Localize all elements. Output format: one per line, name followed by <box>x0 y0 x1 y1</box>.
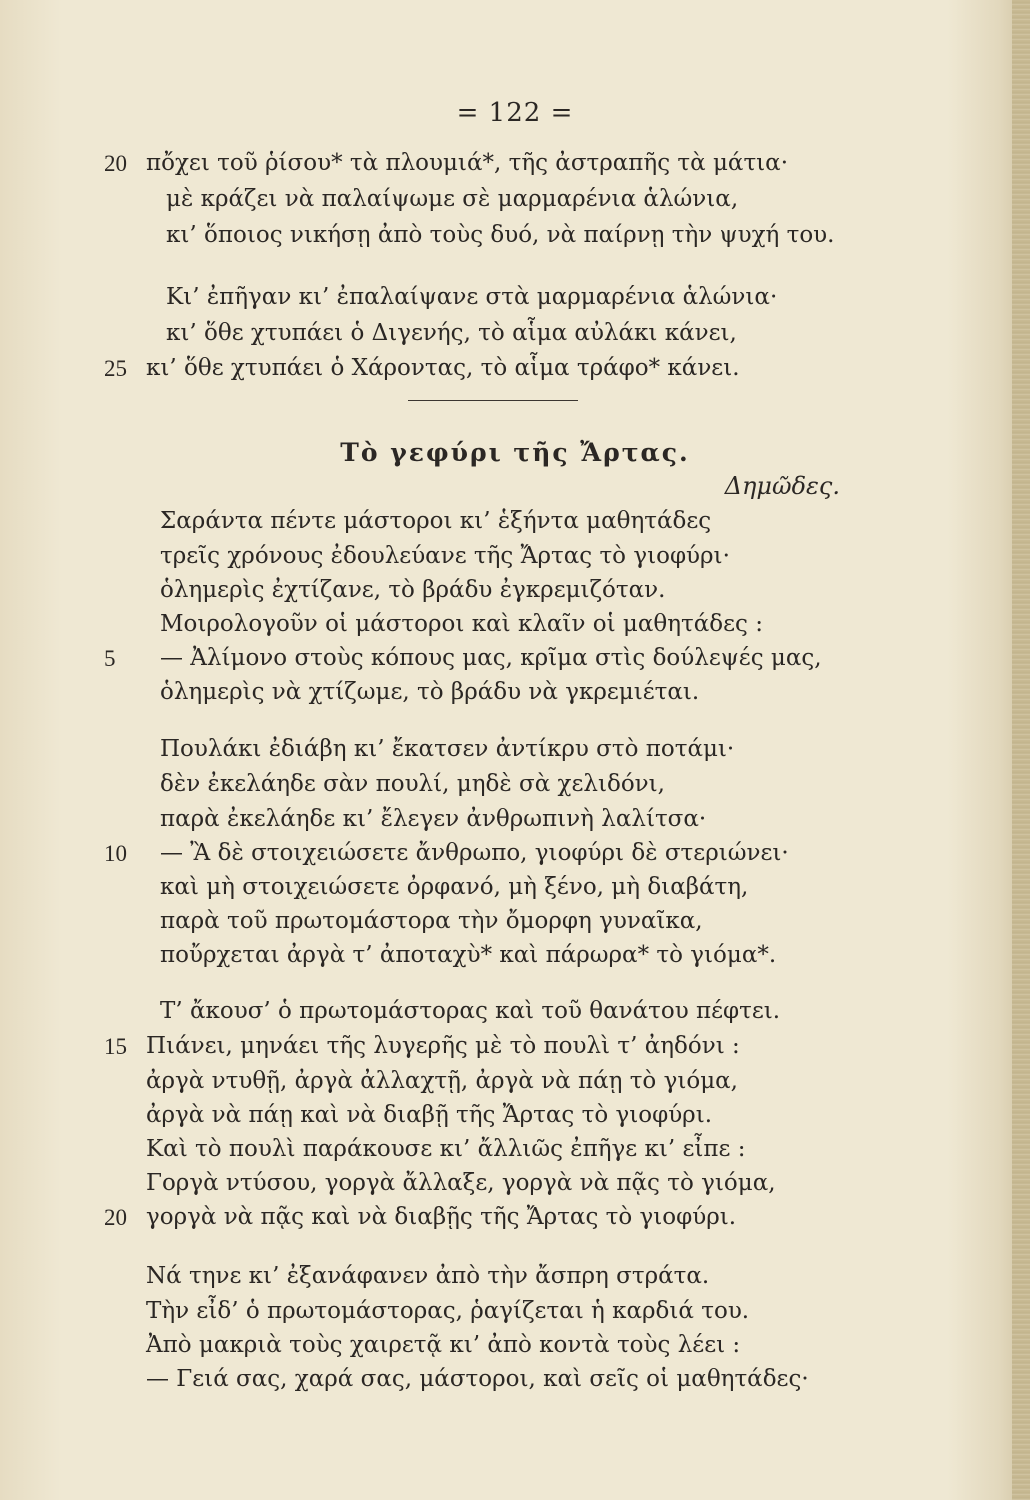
poem-title: Τὸ γεφύρι τῆς Ἄρτας. <box>340 438 690 467</box>
verse-line: κι’ ὅθε χτυπάει ὁ Χάροντας, τὸ αἷμα τράφο* κάνει. <box>146 355 740 381</box>
verse-line: Πιάνει, μηνάει τῆς λυγερῆς μὲ τὸ πουλὶ τ’ ἀηδόνι : <box>146 1033 740 1059</box>
line-number: 20 <box>104 1205 127 1230</box>
verse-line: ποὔρχεται ἀργὰ τ’ ἀποταχὺ* καὶ πάρωρα* τὸ γιόμα*. <box>160 942 777 968</box>
page-number: = 122 = <box>456 98 574 128</box>
verse-line: Σαράντα πέντε μάστοροι κι’ ἑξήντα μαθητάδες <box>160 508 712 534</box>
verse-line: τρεῖς χρόνους ἐδουλεύανε τῆς Ἄρτας τὸ γιοφύρι· <box>160 543 730 569</box>
poem-attribution: Δημῶδες. <box>724 472 840 500</box>
verse-line: Νά τηνε κι’ ἐξανάφανεν ἀπὸ τὴν ἄσπρη στράτα. <box>146 1263 710 1289</box>
verse-line: Ἀπὸ μακριὰ τοὺς χαιρετᾷ κι’ ἀπὸ κοντὰ τοὺς λέει : <box>146 1332 741 1358</box>
line-number: 20 <box>104 151 127 176</box>
verse-line: Κι’ ἐπῆγαν κι’ ἐπαλαίψανε στὰ μαρμαρένια ἁλώνια· <box>166 284 778 310</box>
verse-line: παρὰ ἐκελάηδε κι’ ἔλεγεν ἀνθρωπινὴ λαλίτσα· <box>160 806 707 832</box>
verse-line: Μοιρολογοῦν οἱ μάστοροι καὶ κλαῖν οἱ μαθητάδες : <box>160 611 763 637</box>
verse-line: κι’ ὅθε χτυπάει ὁ Διγενής, τὸ αἷμα αὐλάκι κάνει, <box>166 320 737 346</box>
verse-line: γοργὰ νὰ πᾷς καὶ νὰ διαβῇς τῆς Ἄρτας τὸ γιοφύρι. <box>146 1204 737 1230</box>
verse-line: πὄχει τοῦ ῥίσου* τὰ πλουμιά*, τῆς ἀστραπῆς τὰ μάτια· <box>146 150 789 176</box>
verse-line: ὁλημερὶς ἐχτίζανε, τὸ βράδυ ἐγκρεμιζόταν. <box>160 577 666 603</box>
line-number: 5 <box>104 646 116 671</box>
verse-line: παρὰ τοῦ πρωτομάστορα τὴν ὄμορφη γυναῖκα, <box>160 908 703 934</box>
line-number: 25 <box>104 356 127 381</box>
verse-line: — Γειά σας, χαρά σας, μάστοροι, καὶ σεῖς οἱ μαθητάδες· <box>146 1366 809 1392</box>
verse-line: καὶ μὴ στοιχειώσετε ὀρφανό, μὴ ξένο, μὴ διαβάτη, <box>160 874 749 900</box>
verse-line: Πουλάκι ἐδιάβη κι’ ἔκατσεν ἀντίκρυ στὸ ποτάμι· <box>160 736 735 762</box>
verse-line: μὲ κράζει νὰ παλαίψωμε σὲ μαρμαρένια ἁλώνια, <box>166 186 739 212</box>
verse-line: Τ’ ἄκουσ’ ὁ πρωτομάστορας καὶ τοῦ θανάτου πέφτει. <box>160 998 781 1024</box>
verse-line: — Ἂ δὲ στοιχειώσετε ἄνθρωπο, γιοφύρι δὲ στεριώνει· <box>160 840 789 866</box>
verse-line: ἀργὰ ντυθῇ, ἀργὰ ἀλλαχτῇ, ἀργὰ νὰ πάῃ τὸ γιόμα, <box>146 1068 738 1094</box>
verse-line: Γοργὰ ντύσου, γοργὰ ἄλλαξε, γοργὰ νὰ πᾷς τὸ γιόμα, <box>146 1170 776 1196</box>
verse-line: Τὴν εἶδ’ ὁ πρωτομάστορας, ῥαγίζεται ἡ καρδιά του. <box>146 1298 750 1324</box>
verse-line: Καὶ τὸ πουλὶ παράκουσε κι’ ἄλλιῶς ἐπῆγε κι’ εἶπε : <box>146 1136 746 1162</box>
verse-line: δὲν ἐκελάηδε σὰν πουλί, μηδὲ σὰ χελιδόνι, <box>160 771 665 797</box>
section-divider <box>408 400 578 401</box>
verse-line: ἀργὰ νὰ πάῃ καὶ νὰ διαβῇ τῆς Ἄρτας τὸ γιοφύρι. <box>146 1102 713 1128</box>
verse-line: κι’ ὅποιος νικήσῃ ἀπὸ τοὺς δυό, νὰ παίρνῃ τὴν ψυχή του. <box>166 222 835 248</box>
line-number: 10 <box>104 841 127 866</box>
verse-line: ὁλημερὶς νὰ χτίζωμε, τὸ βράδυ νὰ γκρεμιέται. <box>160 679 700 705</box>
page-edge <box>1012 0 1030 1500</box>
verse-line: — Ἀλίμονο στοὺς κόπους μας, κρῖμα στὶς δούλεψές μας, <box>160 645 822 671</box>
line-number: 15 <box>104 1034 127 1059</box>
